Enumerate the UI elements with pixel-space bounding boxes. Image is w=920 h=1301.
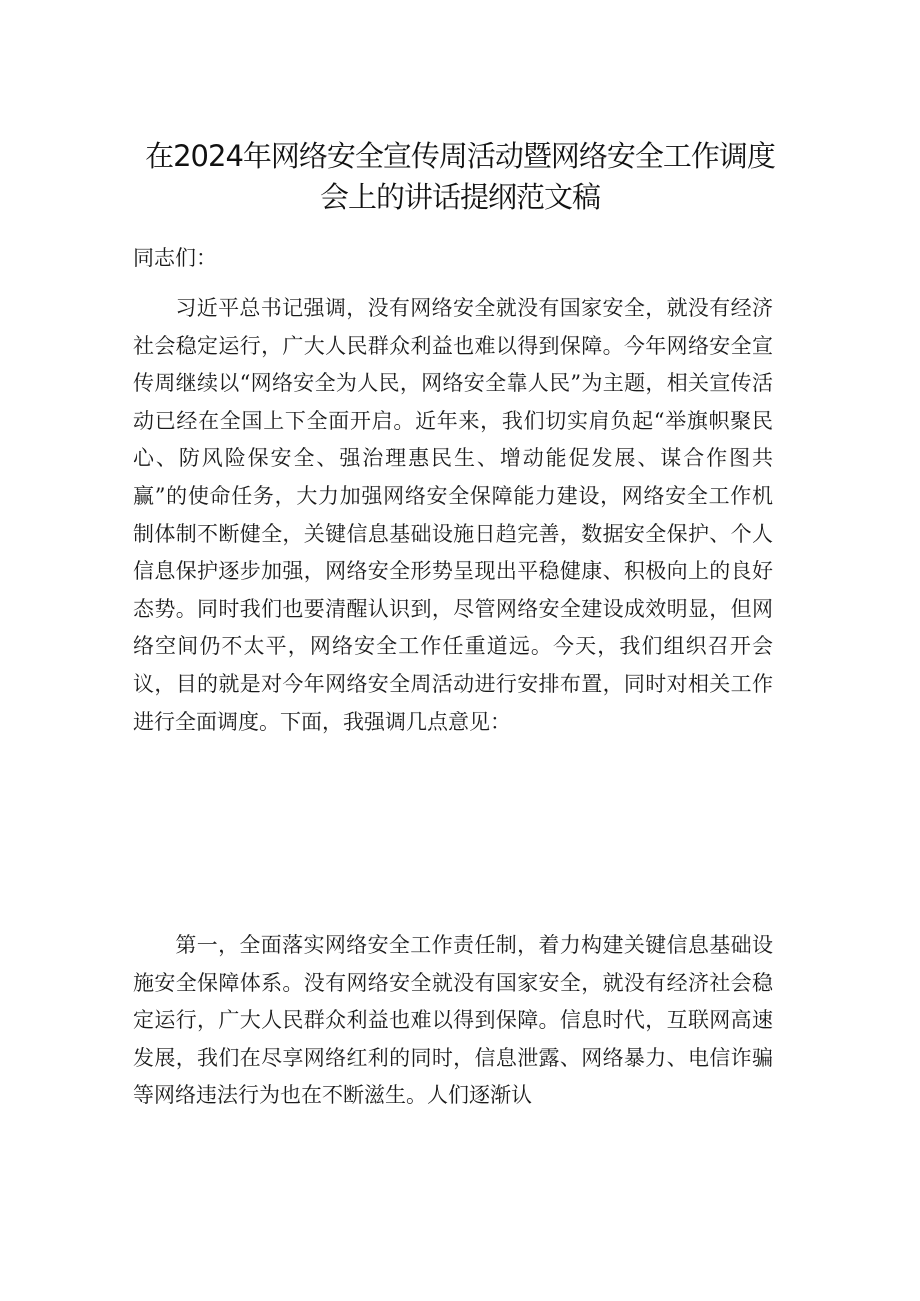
greeting: 同志们： bbox=[133, 246, 217, 270]
document-title bbox=[120, 136, 800, 218]
paragraph-intro-text: 习近平总书记强调，没有网络安全就没有国家安全，就没有经济社会稳定运行，广大人民群众利益也难以得到保障。今年网络安全宣传周继续以“网络安全为人民，网络安全靠人民”为主题，相关宣传活动已经在全国上下全面开启。近年来，我们切实肩负起“举旗帜聚民心、防风险保安全、强治理惠民生、增动能促发展、谋合作图共赢”的使命任务，大力加强网络安全保障能力建设，网络安全工作机制体制不断健全，关键信息基础设施日趋完善，数据安全保护、个人信息保护逐步加强，网络安全形势呈现出平稳健康、积极向上的良好态势。同时我们也要清醒认识到，尽管网络安全建设成效明显，但网络空间仍不太平，网络安全工作任重道远。今天，我们组织召开会议，目的就是对今年网络安全周活动进行安排布置，同时对相关工作进行全面调度。下面，我强调几点意见： bbox=[133, 296, 773, 734]
paragraph-intro bbox=[133, 290, 773, 741]
title-line-1: 在2024年网络安全宣传周活动暨网络安全工作调度 bbox=[145, 139, 775, 173]
paragraph-first-point-text: 第一，全面落实网络安全工作责任制，着力构建关键信息基础设施安全保障体系。没有网络安全就没有国家安全，就没有经济社会稳定运行，广大人民群众利益也难以得到保障。信息时代，互联网高速发展，我们在尽享网络红利的同时，信息泄露、网络暴力、电信诈骗等网络违法行为也在不断滋生。人们逐渐认 bbox=[133, 933, 773, 1108]
title-line-2: 会上的讲话提纲范文稿 bbox=[319, 180, 600, 214]
paragraph-first-point bbox=[133, 927, 773, 1115]
